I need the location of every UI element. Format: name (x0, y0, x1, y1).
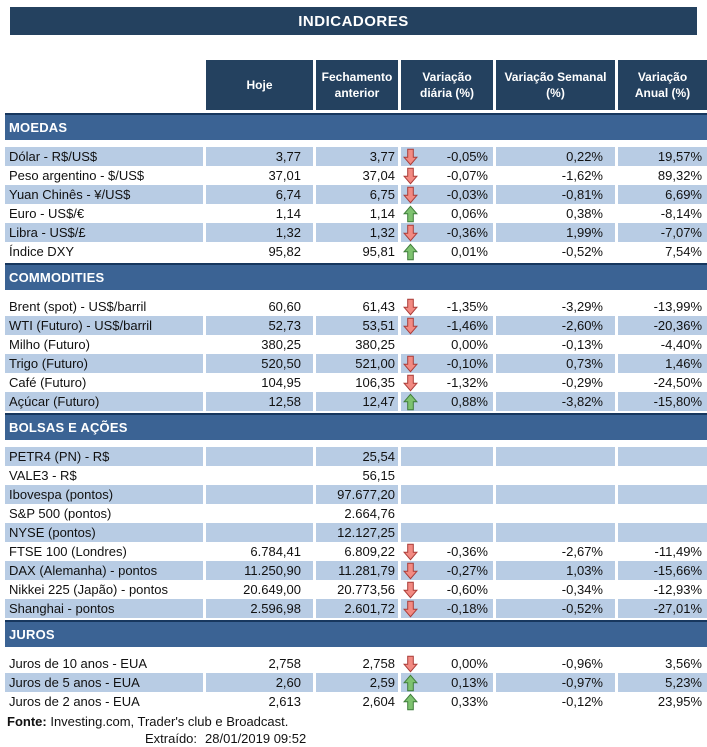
cell-variacao-diaria-value: -1,46% (446, 318, 488, 333)
cell-variacao-diaria-value: 0,00% (451, 337, 488, 352)
report-title-bar (10, 7, 697, 35)
trend-arrow (403, 298, 418, 315)
cell-hoje: 20.649,00 (243, 582, 301, 597)
trend-arrow (403, 205, 418, 222)
cell-fechamento-anterior: 3,77 (316, 147, 398, 166)
cell-variacao-anual: -7,07% (618, 223, 707, 242)
cell-variacao-anual (618, 504, 707, 523)
cell-variacao-diaria (401, 447, 493, 466)
cell-variacao-diaria-value: 0,01% (451, 244, 488, 259)
trend-arrow (403, 317, 418, 334)
cell-fechamento-anterior: 56,15 (362, 468, 395, 483)
cell-fechamento-anterior: 97.677,20 (316, 485, 398, 504)
source-label: Fonte: (7, 714, 47, 729)
trend-arrow (403, 224, 418, 241)
table-row (5, 673, 707, 692)
row-label: Café (Futuro) (9, 375, 87, 390)
row-label: Peso argentino - $/US$ (9, 168, 145, 183)
trend-arrow (403, 374, 418, 391)
cell-variacao-semanal: -3,29% (561, 299, 603, 314)
up-arrow-icon (403, 393, 418, 410)
cell-variacao-diaria (401, 242, 493, 261)
cell-variacao-anual: 5,23% (618, 673, 707, 692)
table-row (5, 185, 707, 204)
trend-arrow (403, 186, 418, 203)
row-label: Ibovespa (pontos) (5, 485, 203, 504)
up-arrow-icon (403, 674, 418, 691)
cell-hoje: 2,758 (268, 656, 301, 671)
down-arrow-icon (403, 298, 418, 315)
cell-variacao-semanal: -0,34% (561, 582, 603, 597)
table-row (5, 561, 707, 580)
cell-variacao-diaria-value: -0,10% (446, 356, 488, 371)
cell-hoje: 6,74 (206, 185, 313, 204)
section-rows (5, 297, 707, 411)
cell-fechamento-anterior: 521,00 (316, 354, 398, 373)
row-label: Brent (spot) - US$/barril (9, 299, 147, 314)
cell-variacao-diaria-value: -0,03% (446, 187, 488, 202)
table-row (5, 354, 707, 373)
cell-variacao-diaria-value: -0,05% (446, 149, 488, 164)
cell-variacao-semanal: 0,73% (496, 354, 615, 373)
cell-variacao-diaria (401, 373, 493, 392)
cell-variacao-semanal: -3,82% (496, 392, 615, 411)
down-arrow-icon (403, 655, 418, 672)
cell-variacao-anual: -4,40% (660, 337, 702, 352)
cell-variacao-semanal: -0,52% (496, 599, 615, 618)
row-label: Índice DXY (9, 244, 75, 259)
down-arrow-icon (403, 186, 418, 203)
down-arrow-icon (403, 167, 418, 184)
cell-variacao-anual (618, 523, 707, 542)
indicators-report (0, 7, 707, 747)
cell-fechamento-anterior: 380,25 (355, 337, 395, 352)
cell-variacao-semanal: -0,13% (561, 337, 603, 352)
table-row (5, 654, 707, 673)
extracted-label: Extraído: (145, 731, 198, 746)
cell-variacao-semanal: -0,52% (561, 244, 603, 259)
cell-variacao-diaria (401, 335, 493, 354)
cell-hoje: 37,01 (268, 168, 301, 183)
cell-variacao-diaria-value: -0,60% (446, 582, 488, 597)
cell-fechamento-anterior: 2,604 (362, 694, 395, 709)
cell-variacao-anual: -15,80% (618, 392, 707, 411)
source-line (7, 713, 707, 730)
table-row (5, 466, 707, 485)
extracted-line (7, 730, 707, 747)
cell-fechamento-anterior: 6,75 (316, 185, 398, 204)
page-title: INDICADORES (298, 12, 409, 30)
cell-hoje: 2,60 (206, 673, 313, 692)
table-section (5, 113, 707, 261)
report-footer (7, 713, 707, 747)
table-row (5, 542, 707, 561)
table-section (5, 263, 707, 411)
row-label: VALE3 - R$ (9, 468, 77, 483)
cell-variacao-diaria-value: -0,07% (446, 168, 488, 183)
cell-fechamento-anterior: 106,35 (355, 375, 395, 390)
down-arrow-icon (403, 355, 418, 372)
cell-variacao-semanal: 0,22% (496, 147, 615, 166)
cell-variacao-anual: 89,32% (657, 168, 702, 183)
table-row (5, 392, 707, 411)
cell-variacao-semanal (496, 485, 615, 504)
trend-arrow (403, 524, 418, 541)
cell-variacao-anual: -15,66% (618, 561, 707, 580)
cell-variacao-diaria (401, 504, 493, 523)
cell-hoje (206, 485, 313, 504)
table-row (5, 447, 707, 466)
row-label: FTSE 100 (Londres) (9, 544, 127, 559)
row-label: Juros de 5 anos - EUA (5, 673, 203, 692)
cell-hoje: 12,58 (206, 392, 313, 411)
cell-fechamento-anterior: 1,14 (369, 206, 395, 221)
trend-arrow (403, 562, 418, 579)
cell-variacao-anual: 6,69% (618, 185, 707, 204)
section-rows (5, 447, 707, 618)
cell-variacao-anual (618, 447, 707, 466)
row-label: Juros de 2 anos - EUA (9, 694, 140, 709)
cell-variacao-semanal (496, 523, 615, 542)
cell-hoje: 11.250,90 (206, 561, 313, 580)
cell-variacao-diaria (401, 185, 493, 204)
section-title: MOEDAS (9, 120, 68, 135)
cell-variacao-semanal: -0,97% (496, 673, 615, 692)
cell-variacao-semanal (496, 447, 615, 466)
cell-variacao-semanal: -1,62% (561, 168, 603, 183)
cell-hoje: 380,25 (261, 337, 301, 352)
cell-variacao-anual (618, 485, 707, 504)
cell-variacao-anual: -27,01% (618, 599, 707, 618)
section-title: JUROS (9, 627, 55, 642)
section-header-bar (5, 263, 707, 290)
table-row (5, 223, 707, 242)
row-label: Juros de 10 anos - EUA (9, 656, 148, 671)
row-label: Dólar - R$/US$ (5, 147, 203, 166)
trend-arrow (403, 355, 418, 372)
cell-hoje: 60,60 (268, 299, 301, 314)
row-label: Trigo (Futuro) (5, 354, 203, 373)
cell-fechamento-anterior: 2.664,76 (344, 506, 395, 521)
extracted-timestamp: 28/01/2019 09:52 (205, 731, 307, 746)
cell-variacao-semanal: -0,29% (561, 375, 603, 390)
cell-fechamento-anterior: 53,51 (316, 316, 398, 335)
cell-hoje (206, 447, 313, 466)
trend-arrow (403, 543, 418, 560)
column-header-variacao-diaria: Variação diária (%) (401, 60, 493, 110)
cell-variacao-diaria-value: -1,32% (446, 375, 488, 390)
cell-fechamento-anterior: 2,758 (362, 656, 395, 671)
cell-fechamento-anterior: 12,47 (316, 392, 398, 411)
down-arrow-icon (403, 317, 418, 334)
cell-hoje: 1,32 (206, 223, 313, 242)
column-header-fechamento-anterior: Fechamento anterior (316, 60, 398, 110)
cell-variacao-semanal: -2,67% (561, 544, 603, 559)
cell-variacao-diaria (401, 561, 493, 580)
cell-variacao-anual: 19,57% (618, 147, 707, 166)
table-row (5, 504, 707, 523)
down-arrow-icon (403, 148, 418, 165)
trend-arrow (403, 393, 418, 410)
cell-hoje (206, 523, 313, 542)
cell-variacao-anual: -13,99% (653, 299, 702, 314)
cell-variacao-diaria (401, 654, 493, 673)
section-rows (5, 654, 707, 711)
trend-arrow (403, 486, 418, 503)
cell-fechamento-anterior: 6.809,22 (344, 544, 395, 559)
table-row (5, 580, 707, 599)
trend-arrow (403, 674, 418, 691)
table-row (5, 599, 707, 618)
cell-fechamento-anterior: 20.773,56 (337, 582, 395, 597)
down-arrow-icon (403, 562, 418, 579)
cell-variacao-diaria-value: -1,35% (446, 299, 488, 314)
row-label: Yuan Chinês - ¥/US$ (5, 185, 203, 204)
cell-variacao-diaria (401, 692, 493, 711)
cell-variacao-anual: 7,54% (665, 244, 702, 259)
down-arrow-icon (403, 600, 418, 617)
column-header-variacao-semanal: Variação Semanal (%) (496, 60, 615, 110)
column-header-hoje: Hoje (206, 60, 313, 110)
cell-variacao-diaria (401, 354, 493, 373)
cell-variacao-anual: -8,14% (660, 206, 702, 221)
cell-hoje: 95,82 (268, 244, 301, 259)
cell-variacao-semanal: -2,60% (496, 316, 615, 335)
cell-variacao-diaria (401, 542, 493, 561)
cell-variacao-diaria (401, 673, 493, 692)
cell-variacao-anual: -11,49% (654, 544, 702, 559)
table-row (5, 316, 707, 335)
table-row (5, 692, 707, 711)
cell-variacao-diaria (401, 147, 493, 166)
cell-variacao-diaria-value: -0,36% (446, 225, 488, 240)
cell-hoje: 520,50 (206, 354, 313, 373)
row-label: WTI (Futuro) - US$/barril (5, 316, 203, 335)
trend-arrow (403, 448, 418, 465)
table-row (5, 373, 707, 392)
cell-variacao-semanal: 1,99% (496, 223, 615, 242)
cell-hoje (206, 466, 313, 485)
section-header-bar (5, 113, 707, 140)
cell-fechamento-anterior: 37,04 (362, 168, 395, 183)
up-arrow-icon (403, 693, 418, 710)
cell-hoje: 104,95 (261, 375, 301, 390)
cell-variacao-anual: -12,93% (653, 582, 702, 597)
column-header-variacao-anual: Variação Anual (%) (618, 60, 707, 110)
table-body (5, 113, 707, 711)
section-header-bar (5, 413, 707, 440)
cell-hoje (206, 504, 313, 523)
cell-variacao-anual: -24,50% (653, 375, 702, 390)
column-header-row (5, 60, 707, 110)
table-row (5, 523, 707, 542)
cell-variacao-diaria (401, 485, 493, 504)
cell-variacao-semanal: -0,12% (561, 694, 603, 709)
cell-hoje: 2.596,98 (206, 599, 313, 618)
cell-variacao-diaria-value: -0,27% (446, 563, 488, 578)
table-section (5, 620, 707, 711)
cell-variacao-semanal: -0,81% (496, 185, 615, 204)
cell-fechamento-anterior: 2,59 (316, 673, 398, 692)
cell-variacao-diaria (401, 466, 493, 485)
down-arrow-icon (403, 581, 418, 598)
up-arrow-icon (403, 205, 418, 222)
cell-variacao-diaria (401, 523, 493, 542)
row-label: Libra - US$/£ (5, 223, 203, 242)
cell-variacao-diaria-value: -0,36% (446, 544, 488, 559)
down-arrow-icon (403, 224, 418, 241)
cell-hoje: 1,14 (275, 206, 301, 221)
table-row (5, 166, 707, 185)
cell-variacao-semanal: 1,03% (496, 561, 615, 580)
cell-hoje: 6.784,41 (250, 544, 301, 559)
row-label: Milho (Futuro) (9, 337, 90, 352)
table-row (5, 204, 707, 223)
trend-arrow (403, 600, 418, 617)
cell-fechamento-anterior: 95,81 (362, 244, 395, 259)
cell-hoje: 2,613 (268, 694, 301, 709)
cell-variacao-semanal (496, 504, 615, 523)
trend-arrow (403, 693, 418, 710)
down-arrow-icon (403, 374, 418, 391)
table-row (5, 297, 707, 316)
cell-variacao-anual (618, 466, 707, 485)
cell-variacao-diaria (401, 204, 493, 223)
cell-variacao-diaria-value: 0,88% (451, 394, 488, 409)
up-arrow-icon (403, 243, 418, 260)
row-label: Açúcar (Futuro) (5, 392, 203, 411)
cell-fechamento-anterior: 61,43 (362, 299, 395, 314)
trend-arrow (403, 243, 418, 260)
trend-arrow (403, 148, 418, 165)
cell-fechamento-anterior: 2.601,72 (316, 599, 398, 618)
cell-variacao-diaria (401, 599, 493, 618)
table-row (5, 335, 707, 354)
header-spacer (5, 60, 203, 110)
cell-hoje: 52,73 (206, 316, 313, 335)
cell-hoje: 3,77 (206, 147, 313, 166)
cell-variacao-anual: 3,56% (665, 656, 702, 671)
section-rows (5, 147, 707, 261)
cell-variacao-anual: -20,36% (618, 316, 707, 335)
cell-fechamento-anterior: 11.281,79 (316, 561, 398, 580)
trend-arrow (403, 581, 418, 598)
trend-arrow (403, 655, 418, 672)
cell-variacao-diaria-value: 0,06% (451, 206, 488, 221)
cell-variacao-diaria (401, 392, 493, 411)
cell-variacao-diaria-value: 0,00% (451, 656, 488, 671)
cell-variacao-anual: 1,46% (618, 354, 707, 373)
cell-fechamento-anterior: 12.127,25 (316, 523, 398, 542)
row-label: S&P 500 (pontos) (9, 506, 112, 521)
cell-fechamento-anterior: 25,54 (316, 447, 398, 466)
cell-variacao-diaria-value: 0,33% (451, 694, 488, 709)
table-row (5, 242, 707, 261)
cell-fechamento-anterior: 1,32 (316, 223, 398, 242)
trend-arrow (403, 336, 418, 353)
down-arrow-icon (403, 543, 418, 560)
cell-variacao-semanal: -0,96% (561, 656, 603, 671)
cell-variacao-diaria (401, 580, 493, 599)
section-header-bar (5, 620, 707, 647)
cell-variacao-diaria-value: 0,13% (451, 675, 488, 690)
section-title: COMMODITIES (9, 270, 105, 285)
cell-variacao-diaria (401, 166, 493, 185)
row-label: Euro - US$/€ (9, 206, 85, 221)
trend-arrow (403, 505, 418, 522)
row-label: Nikkei 225 (Japão) - pontos (9, 582, 168, 597)
cell-variacao-semanal (496, 466, 615, 485)
trend-arrow (403, 467, 418, 484)
cell-variacao-diaria (401, 297, 493, 316)
row-label: NYSE (pontos) (5, 523, 203, 542)
table-section (5, 413, 707, 618)
source-text: Investing.com, Trader's club e Broadcast. (46, 714, 289, 729)
cell-variacao-diaria (401, 316, 493, 335)
table-row (5, 147, 707, 166)
cell-variacao-semanal: 0,38% (566, 206, 603, 221)
trend-arrow (403, 167, 418, 184)
section-title: BOLSAS E AÇÕES (9, 420, 128, 435)
table-row (5, 485, 707, 504)
cell-variacao-diaria (401, 223, 493, 242)
row-label: PETR4 (PN) - R$ (5, 447, 203, 466)
cell-variacao-anual: 23,95% (657, 694, 702, 709)
cell-variacao-diaria-value: -0,18% (446, 601, 488, 616)
row-label: DAX (Alemanha) - pontos (5, 561, 203, 580)
row-label: Shanghai - pontos (5, 599, 203, 618)
